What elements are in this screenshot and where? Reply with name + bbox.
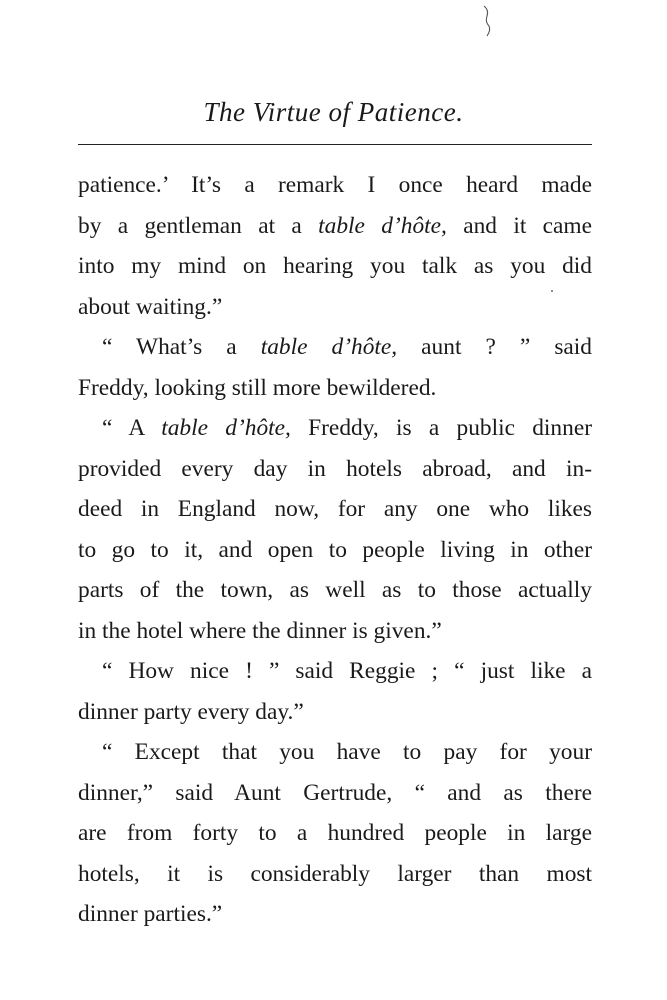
text-line [78,813,592,854]
print-speck [551,290,553,292]
header-rule [78,144,592,145]
text-segment: about waiting.” [78,293,223,320]
text-segment: provided every day in hotels abroad, and in- [78,455,592,482]
text-segment: “ A [102,415,162,441]
text-segment: by a gentleman at a [78,212,319,239]
text-line [78,489,592,530]
text-line [78,408,592,449]
text-segment: into my mind on hearing you talk as you did [78,253,592,279]
text-line [78,206,592,247]
text-segment: dinner party every day.” [78,698,304,725]
italic-phrase: table d’hôte, [318,212,447,239]
text-line [78,692,592,733]
text-line [78,327,592,368]
text-line [78,773,592,814]
text-segment: and it came [446,212,592,239]
body-text [78,165,592,935]
text-segment: “ Except that you have to pay for your [102,739,592,765]
text-segment: hotels, it is considerably larger than most [78,860,592,887]
text-segment: dinner,” said Aunt Gertrude, “ and as there [78,779,592,806]
text-segment: patience.’ It’s a remark I once heard made [78,172,592,198]
text-segment: “ How nice ! ” said Reggie ; “ just like a [102,658,592,684]
text-line [78,449,592,490]
text-line [78,651,592,692]
corner-mark-icon [480,4,494,38]
italic-phrase: table d’hôte, [161,415,291,441]
text-segment: in the hotel where the dinner is given.” [78,617,442,644]
text-segment: to go to it, and open to people living in other [78,536,592,563]
text-line [78,732,592,773]
text-line [78,530,592,571]
text-segment: are from forty to a hundred people in large [78,820,592,846]
text-segment: parts of the town, as well as to those actually [78,577,592,603]
text-segment: aunt ? ” said [397,334,593,360]
text-line [78,368,592,409]
italic-phrase: table d’hôte, [260,334,398,360]
text-segment: Freddy, looking still more bewildered. [78,374,437,401]
text-segment: deed in England now, for any one who likes [78,496,592,522]
text-segment: “ What’s a [102,334,261,360]
text-line [78,570,592,611]
text-line [78,611,592,652]
text-line [78,854,592,895]
text-line [78,894,592,935]
running-head: The Virtue of Patience. [203,97,464,127]
text-line [78,165,592,206]
text-segment: dinner parties.” [78,901,223,927]
text-line [78,287,592,328]
text-line [78,246,592,287]
text-segment: Freddy, is a public dinner [290,415,592,441]
